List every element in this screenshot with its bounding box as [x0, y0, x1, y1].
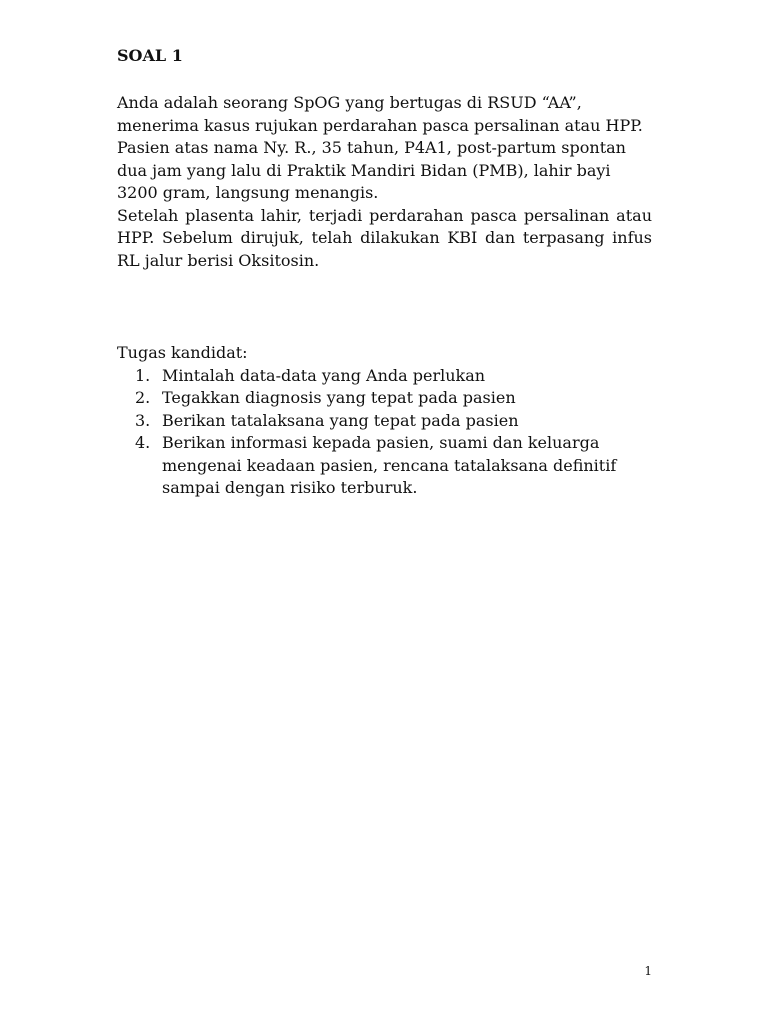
list-item: [117, 387, 652, 410]
list-item-text: Berikan informasi kepada pasien, suami dan keluarga mengenai keadaan pasien, rencana tatalaksana definitif sampai dengan risiko terburuk.: [162, 433, 617, 497]
list-item-number: 1.: [135, 365, 151, 385]
page-number: 1: [644, 964, 652, 978]
list-item: [117, 365, 652, 388]
document-title: SOAL 1: [117, 46, 183, 65]
list-item-text: Berikan tatalaksana yang tepat pada pasien: [162, 410, 519, 430]
list-item-number: 3.: [135, 410, 151, 430]
list-item: [117, 410, 652, 433]
case-paragraph-bleeding: Setelah plasenta lahir, terjadi perdarahan pasca persalinan atau HPP. Sebelum dirujuk, telah dilakukan KBI dan terpasang infus RL jalur berisi Oksitosin.: [117, 205, 652, 270]
list-item-number: 2.: [135, 388, 151, 407]
case-description: [117, 92, 652, 272]
list-item-text: Tegakkan diagnosis yang tepat pada pasien: [162, 388, 516, 407]
candidate-tasks: [117, 342, 652, 500]
case-paragraph-patient: Pasien atas nama Ny. R., 35 tahun, P4A1, post-partum spontan dua jam yang lalu di Praktik Mandiri Bidan (PMB), lahir bayi 3200 gram, langsung menangis.: [117, 138, 626, 202]
list-item-number: 4.: [135, 433, 151, 452]
case-paragraph-intro: Anda adalah seorang SpOG yang bertugas di RSUD “AA”, menerima kasus rujukan perdarahan pasca persalinan atau HPP.: [117, 93, 643, 135]
list-item-text: Mintalah data-data yang Anda perlukan: [162, 365, 486, 385]
list-item: [117, 432, 652, 500]
tasks-list: [117, 365, 652, 500]
tasks-heading: Tugas kandidat:: [117, 343, 248, 362]
